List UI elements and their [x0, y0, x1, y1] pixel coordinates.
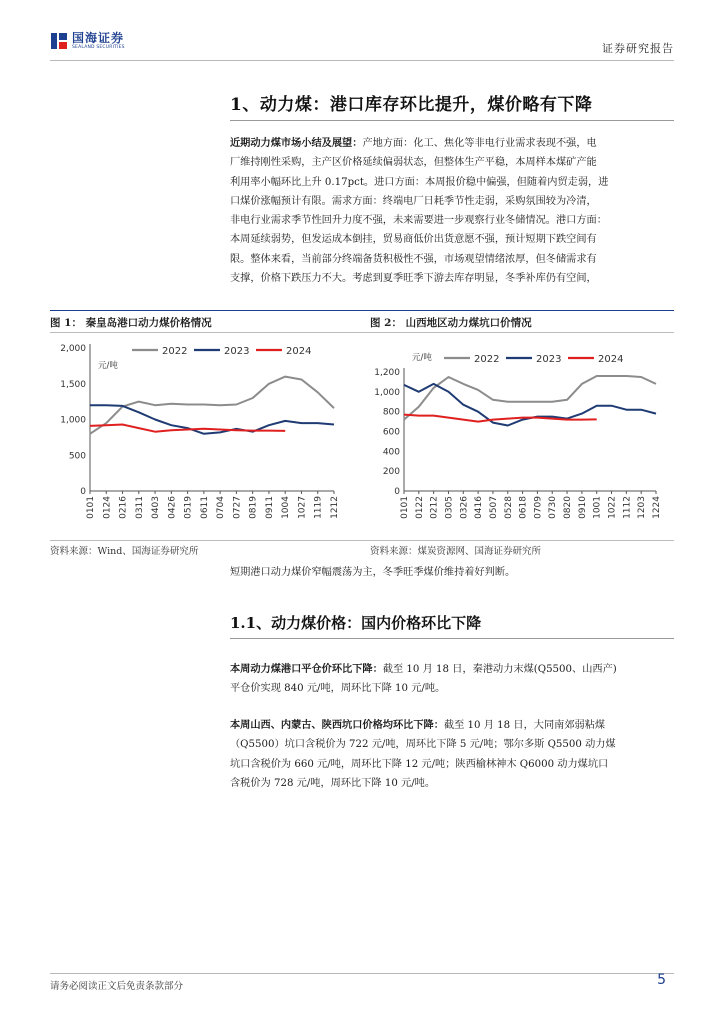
x-tick-label: 0216: [118, 496, 129, 519]
x-tick-label: 0611: [199, 496, 210, 519]
page-number: 5: [657, 972, 666, 988]
x-tick-label: 0730: [548, 496, 559, 519]
figure-title-rule: [50, 332, 674, 333]
x-tick-label: 1027: [297, 496, 308, 519]
pithead-price-text: 坑口含税价为 660 元/吨，周环比下降 12 元/吨；陕西榆林神木 Q6000 动力煤坑口: [230, 758, 609, 770]
report-type: 证券研究报告: [602, 42, 674, 55]
x-tick-label: 0212: [429, 496, 440, 519]
x-tick-label: 0326: [459, 496, 470, 519]
figure-1-title: 图 1： 秦皇岛港口动力煤价格情况: [50, 317, 212, 329]
logo-icon: [50, 31, 68, 51]
y-tick-label: 200: [382, 467, 400, 478]
x-tick-label: 0403: [151, 496, 162, 519]
summary-paragraph: [230, 134, 674, 288]
x-tick-label: 0101: [86, 496, 96, 519]
figure-2-source: 资料来源：煤炭资源网、国海证券研究所: [370, 546, 542, 557]
x-tick-label: 1212: [330, 496, 340, 519]
summary-line: 限。整体来看，当前部分终端备货积极性不强，市场观望情绪浓厚，但冬储需求有: [230, 253, 597, 265]
figure-top-rule: [50, 310, 674, 311]
x-tick-label: 1004: [281, 496, 292, 519]
pithead-price-paragraph: [230, 716, 674, 793]
chart-qinhuangdao-price: [50, 336, 350, 536]
pithead-price-text: （Q5500）坑口含税价为 722 元/吨，周环比下降 5 元/吨；鄂尔多斯 Q5500 动力煤: [230, 739, 616, 751]
logo-text-en: SEALAND SECURITIES: [72, 44, 125, 50]
x-tick-label: 0507: [488, 496, 499, 519]
x-tick-label: 0911: [264, 496, 275, 519]
x-tick-label: 0709: [533, 496, 544, 519]
y-unit-label: 元/吨: [412, 353, 432, 363]
y-tick-label: 2,000: [60, 344, 86, 354]
summary-line: 本周延续弱势，但发运成本倒挂，贸易商低价出货意愿不强，预计短期下跌空间有: [230, 234, 597, 246]
x-tick-label: 1203: [637, 496, 648, 519]
subsection-title: 1.1、动力煤价格：国内价格环比下降: [230, 614, 482, 632]
company-logo: [50, 30, 170, 52]
x-tick-label: 0727: [232, 496, 243, 519]
x-tick-label: 0101: [400, 496, 410, 519]
series-line-2023: [404, 384, 656, 426]
y-tick-label: 500: [68, 451, 86, 462]
port-price-lead: 本周动力煤港口平仓价环比下降：: [230, 663, 383, 675]
y-unit-label: 元/吨: [98, 361, 118, 371]
port-price-text: 平仓价实现 840 元/吨，周环比下降 10 元/吨。: [230, 683, 446, 695]
y-tick-label: 1,000: [60, 415, 86, 426]
y-tick-label: 800: [382, 407, 400, 418]
y-tick-label: 0: [394, 487, 400, 497]
summary-line: 产地方面：化工、焦化等非电行业需求表现不强，电: [362, 138, 597, 149]
summary-lead: 近期动力煤市场小结及展望：: [230, 137, 363, 149]
summary-line: 利用率小幅环比上升 0.17pct。进口方面：本周报价稳中偏强，但随着内贸走弱，进: [230, 176, 609, 188]
footer-divider: [50, 973, 674, 974]
x-tick-label: 0124: [102, 496, 113, 519]
legend-label-2023: 2023: [536, 354, 562, 365]
summary-line: 厂维持刚性采购，主产区价格延续偏弱状态，但整体生产平稳，本周样本煤矿产能: [230, 157, 597, 169]
x-tick-label: 0416: [474, 496, 485, 519]
y-tick-label: 1,200: [374, 368, 400, 378]
x-tick-label: 1001: [592, 496, 603, 519]
y-tick-label: 1,000: [374, 387, 400, 398]
port-price-text: 截至 10 月 18 日，秦港动力末煤(Q5500、山西产): [382, 664, 617, 675]
x-tick-label: 0426: [167, 496, 178, 519]
series-line-2022: [404, 376, 656, 420]
x-tick-label: 0910: [577, 496, 588, 519]
figure-2-title: 图 2： 山西地区动力煤坑口价情况: [370, 317, 532, 329]
y-tick-label: 0: [80, 487, 86, 497]
x-tick-label: 1112: [622, 496, 633, 519]
summary-line: 支撑，价格下跌压力不大。考虑到夏季旺季下游去库存明显，冬季补库仍有空间，: [230, 273, 597, 285]
x-tick-label: 0305: [444, 496, 455, 519]
x-tick-label: 0704: [216, 496, 227, 519]
y-tick-label: 1,500: [60, 379, 86, 390]
pithead-price-text: 含税价为 728 元/吨，周环比下降 10 元/吨。: [230, 777, 436, 789]
x-tick-label: 0528: [503, 496, 514, 519]
x-tick-label: 0618: [518, 496, 529, 519]
after-chart-text: 短期港口动力煤价窄幅震荡为主，冬季旺季煤价维持着好判断。: [230, 567, 516, 578]
header-divider: [50, 60, 674, 61]
x-tick-label: 0820: [563, 496, 574, 519]
legend-label-2022: 2022: [162, 346, 188, 357]
x-tick-label: 0519: [183, 496, 194, 519]
x-tick-label: 1119: [313, 496, 324, 519]
footer-disclaimer: 请务必阅读正文后免责条款部分: [50, 981, 184, 992]
port-price-paragraph: [230, 660, 674, 699]
legend-label-2024: 2024: [598, 354, 624, 365]
summary-line: 口煤价涨幅预计有限。需求方面：终端电厂日耗季节性走弱，采购氛围较为冷清，: [230, 195, 597, 207]
x-tick-label: 1022: [607, 496, 618, 519]
legend-label-2023: 2023: [224, 346, 250, 357]
pithead-price-lead: 本周山西、内蒙古、陕西坑口价格均环比下降：: [230, 719, 444, 731]
x-tick-label: 0819: [248, 496, 259, 519]
x-tick-label: 1224: [652, 496, 662, 519]
section-title-divider: [230, 120, 674, 121]
subsection-title-divider: [230, 638, 674, 639]
figure-1-source: 资料来源：Wind、国海证券研究所: [50, 546, 199, 557]
x-tick-label: 0311: [134, 496, 145, 519]
legend-label-2024: 2024: [286, 346, 312, 357]
legend-label-2022: 2022: [474, 354, 500, 365]
figure-bottom-rule: [50, 540, 674, 541]
pithead-price-text: 截至 10 月 18 日，大同南郊弱粘煤: [443, 720, 606, 731]
x-tick-label: 0122: [414, 496, 425, 519]
logo-text-cn: 国海证券: [72, 30, 125, 45]
chart-shanxi-pithead-price: [368, 336, 674, 536]
y-tick-label: 600: [382, 427, 400, 438]
section-title: 1、动力煤：港口库存环比提升，煤价略有下降: [230, 95, 593, 115]
y-tick-label: 400: [382, 447, 400, 458]
summary-line: 非电行业需求季节性回升力度不强，未来需要进一步观察行业冬储情况。港口方面：: [230, 215, 607, 227]
